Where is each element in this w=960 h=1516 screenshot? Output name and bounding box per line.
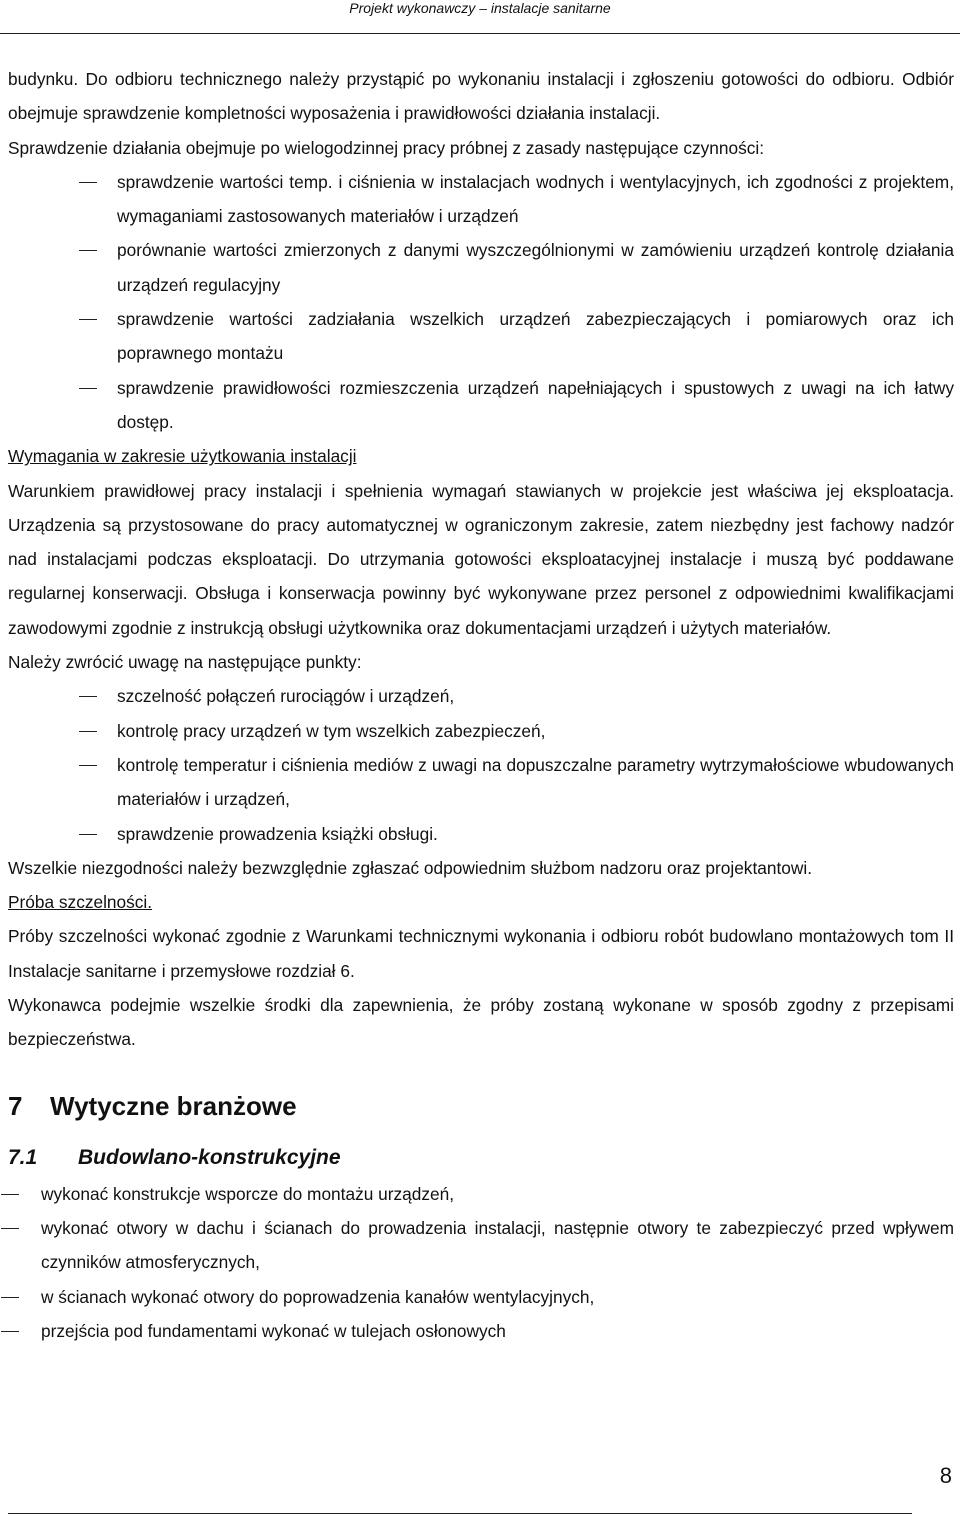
list-item: przejścia pod fundamentami wykonać w tulejach osłonowych — [8, 1314, 954, 1348]
leak-test-heading: Próba szczelności. — [8, 892, 153, 913]
list-item: porównanie wartości zmierzonych z danymi wyszczególnionymi w zamówieniu urządzeń kontrolę działania urządzeń regulacyjny — [8, 233, 954, 302]
list-item: sprawdzenie prowadzenia książki obsługi. — [8, 817, 954, 851]
header-title: Projekt wykonawczy – instalacje sanitarne — [349, 0, 611, 16]
intro-checks-lead: Sprawdzenie działania obejmuje po wielogodzinnej pracy próbnej z zasady następujące czynności: — [8, 137, 765, 158]
section-title: Budowlano-konstrukcyjne — [78, 1145, 341, 1169]
usage-points-intro: Należy zwrócić uwagę na następujące punkty: — [8, 652, 362, 673]
construction-list — [8, 1177, 954, 1348]
usage-paragraph: Warunkiem prawidłowej pracy instalacji i spełnienia wymagań stawianych w projekcie jest właściwa jej eksploatacja. Urządzenia są przystosowane do pracy automatycznej w ograniczonym zakresie, zatem niezbędny jest fachowy nadzór nad instalacjami podczas eksploatacji. Do utrzymania gotowości eksploatacyjnej instalacje i muszą być poddawane regularnej konserwacji. Obsługa i konserwacja powinny być wykonywane przez personel z odpowiednimi kwalifikacjami zawodowymi zgodnie z instrukcją obsługi użytkownika oraz dokumentacjami urządzeń i użytych materiałów. — [8, 480, 954, 638]
section-title: Wytyczne branżowe — [50, 1090, 297, 1121]
list-item: wykonać konstrukcje wsporcze do montażu urządzeń, — [8, 1177, 954, 1211]
intro-paragraph: budynku. Do odbioru technicznego należy przystąpić po wykonaniu instalacji i zgłoszeniu gotowości do odbioru. Odbiór obejmuje sprawdzenie kompletności wyposażenia i prawidłowości działania instalacji. — [8, 69, 954, 124]
list-item: szczelność połączeń rurociągów i urządzeń, — [8, 679, 954, 713]
usage-report: Wszelkie niezgodności należy bezwzględnie zgłaszać odpowiednim służbom nadzoru oraz projektantowi. — [8, 857, 812, 878]
usage-points-list — [8, 679, 954, 850]
list-item: kontrolę temperatur i ciśnienia mediów z uwagi na dopuszczalne parametry wytrzymałościowe wbudowanych materiałów i urządzeń, — [8, 748, 954, 817]
section-7-heading — [8, 1089, 954, 1123]
section-number: 7.1 — [8, 1145, 38, 1169]
page-header — [0, 0, 960, 36]
usage-heading: Wymagania w zakresie użytkowania instalacji — [8, 446, 357, 467]
section-number: 7 — [8, 1090, 23, 1121]
list-item: w ścianach wykonać otwory do poprowadzenia kanałów wentylacyjnych, — [8, 1280, 954, 1314]
checks-list — [8, 165, 954, 439]
leak-test-paragraph: Próby szczelności wykonać zgodnie z Warunkami technicznymi wykonania i odbioru robót budowlano montażowych tom II Instalacje sanitarne i przemysłowe rozdział 6. — [8, 926, 954, 981]
contractor-paragraph: Wykonawca podejmie wszelkie środki dla zapewnienia, że próby zostaną wykonane w sposób zgodny z przepisami bezpieczeństwa. — [8, 995, 954, 1050]
list-item: sprawdzenie wartości temp. i ciśnienia w instalacjach wodnych i wentylacyjnych, ich zgodności z projektem, wymaganiami zastosowanych materiałów i urządzeń — [8, 165, 954, 234]
document-body — [8, 62, 954, 1348]
list-item: wykonać otwory w dachu i ścianach do prowadzenia instalacji, następnie otwory te zabezpieczyć przed wpływem czynników atmosferycznych, — [8, 1211, 954, 1280]
footer-rule — [8, 1513, 912, 1514]
page-number: 8 — [939, 1463, 952, 1488]
list-item: sprawdzenie wartości zadziałania wszelkich urządzeń zabezpieczających i pomiarowych oraz ich poprawnego montażu — [8, 302, 954, 371]
header-rule — [0, 33, 960, 34]
list-item: sprawdzenie prawidłowości rozmieszczenia urządzeń napełniających i spustowych z uwagi na ich łatwy dostęp. — [8, 371, 954, 440]
list-item: kontrolę pracy urządzeń w tym wszelkich zabezpieczeń, — [8, 714, 954, 748]
section-7-1-heading — [8, 1143, 954, 1173]
